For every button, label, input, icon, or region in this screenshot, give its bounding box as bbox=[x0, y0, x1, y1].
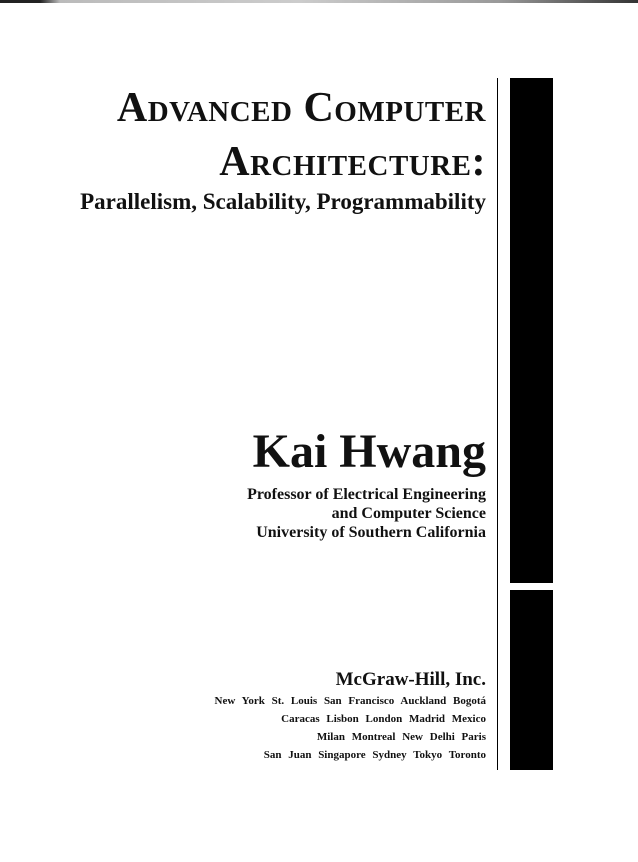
publisher-name: McGraw-Hill, Inc. bbox=[335, 669, 486, 690]
cities-line: Milan Montreal New Delhi Paris bbox=[316, 731, 486, 743]
affiliation-line: University of Southern California bbox=[256, 524, 486, 541]
decorative-bar-top bbox=[505, 78, 553, 583]
bar-bottom-notch bbox=[505, 590, 510, 770]
scan-top-edge bbox=[0, 0, 638, 3]
book-title-line-2: Architecture: bbox=[219, 139, 486, 185]
book-subtitle: Parallelism, Scalability, Programmability bbox=[80, 189, 486, 214]
decorative-bar-bottom bbox=[505, 590, 553, 770]
cities-line: Caracas Lisbon London Madrid Mexico bbox=[281, 713, 486, 725]
bar-top-notch bbox=[505, 78, 510, 583]
affiliation-line: and Computer Science bbox=[331, 505, 486, 522]
publisher-cities bbox=[215, 692, 486, 764]
cities-line: San Juan Singapore Sydney Tokyo Toronto bbox=[263, 749, 486, 761]
author-affiliation bbox=[247, 485, 486, 542]
book-title-line-1: Advanced Computer bbox=[116, 85, 486, 131]
cities-line: New York St. Louis San Francisco Auckland Bogotá bbox=[214, 695, 486, 707]
vertical-rule bbox=[497, 78, 498, 770]
affiliation-line: Professor of Electrical Engineering bbox=[247, 486, 486, 503]
author-name: Kai Hwang bbox=[252, 425, 486, 478]
